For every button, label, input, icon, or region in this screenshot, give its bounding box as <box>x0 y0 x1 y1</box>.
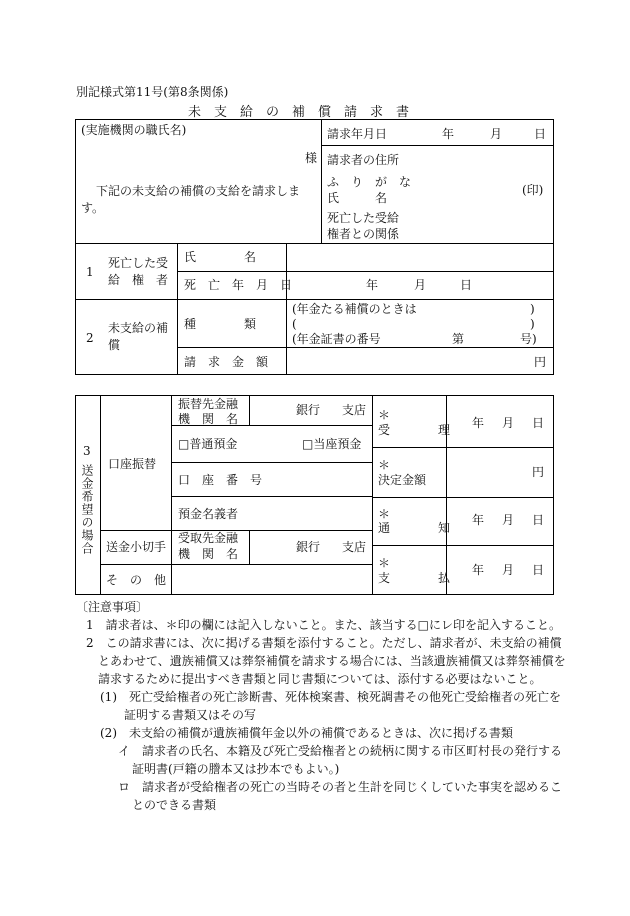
section3-number: 3 <box>83 444 91 458</box>
recv-bank-label-line1: 受取先金融 <box>178 531 239 545</box>
request-text-line1: 下記の未支給の補償の支給を請求しま <box>96 184 301 198</box>
section1-number: 1 <box>86 265 94 279</box>
request-day: 日 <box>534 127 547 141</box>
address-label: 請求者の住所 <box>327 153 400 167</box>
notice-star: ＊ <box>378 507 391 521</box>
claimant-name-label: 氏 名 <box>327 191 388 205</box>
note-2: 2 この請求書には、次に掲げる書類を添付すること。ただし、請求者が、未支給の補償とあわせて、遺族補償又は葬祭補償を請求する場合には、当該遺族補償又は葬祭補償を請求するために提出すべき書類と同じ書類については、添付する必要はないこと。 <box>86 636 566 686</box>
note-1: 1 請求者は、＊印の欄には記入しないこと。また、該当する□にレ印を記入すること。 <box>86 618 561 632</box>
compensation-type-label: 種 類 <box>184 317 257 331</box>
pension-note-open: (年金たる補償のときは <box>292 302 417 316</box>
request-date-label: 請求年月日 <box>327 127 388 141</box>
note-2-2-i: イ 請求者の氏名、本籍及び死亡受給権者との続柄に関する市区町村長の発行する証明書(戸籍の謄本又は抄本でもよい。) <box>118 744 563 776</box>
deceased-name-label: 氏 名 <box>184 250 257 264</box>
receipt-star: ＊ <box>378 408 391 422</box>
current-deposit-checkbox[interactable]: □当座預金 <box>302 437 362 451</box>
cert-dai: 第 <box>452 332 465 346</box>
notice-day: 日 <box>532 513 545 527</box>
request-year: 年 <box>442 127 455 141</box>
section2-label-line2: 償 <box>108 338 121 352</box>
note-2-1: (1) 死亡受給権者の死亡診断書、死体検案書、検死調書その他死亡受給権者の死亡を証明する書類又はその写 <box>100 690 562 722</box>
cert-go: 号) <box>520 332 537 346</box>
request-text-line2: す。 <box>81 201 105 215</box>
transfer-branch-suffix: 支店 <box>342 403 367 417</box>
payment-month: 月 <box>502 563 515 577</box>
section1-label-line2: 給 権 者 <box>108 273 169 287</box>
death-day: 日 <box>460 278 473 292</box>
decision-amount-yen: 円 <box>532 465 545 479</box>
death-year: 年 <box>366 278 379 292</box>
relation-label-line1: 死亡した受給 <box>327 211 400 225</box>
notes-title: 〔注意事項〕 <box>76 600 149 614</box>
cert-number-label: (年金証書の番号 <box>292 332 381 346</box>
relation-label-line2: 権者との関係 <box>327 227 400 241</box>
recv-bank-suffix: 銀行 <box>296 540 321 554</box>
seal-mark: (印) <box>522 183 544 197</box>
section2-label-line1: 未支給の補 <box>108 321 169 335</box>
transfer-bank-label-line2: 機 関 名 <box>178 412 239 426</box>
note-2-2-ro: ロ 請求者が受給権者の死亡の当時その者と生計を同じくしていた事実を認めることのできる書類 <box>118 780 563 812</box>
transfer-bank-suffix: 銀行 <box>296 403 321 417</box>
remittance-check-label: 送金小切手 <box>106 540 167 554</box>
receipt-year: 年 <box>472 416 485 430</box>
section1-label-line1: 死亡した受 <box>108 256 169 270</box>
account-transfer-label: 口座振替 <box>108 457 157 471</box>
death-date-label: 死 亡 年 月 日 <box>184 278 293 292</box>
form-number: 別記様式第11号(第8条関係) <box>76 85 229 99</box>
request-month: 月 <box>490 127 503 141</box>
decision-star: ＊ <box>378 458 391 472</box>
section3-vertical-label: 送金希望の場合 <box>80 464 94 555</box>
notice-label: 通 知 <box>378 521 451 535</box>
recv-branch-suffix: 支店 <box>342 540 367 554</box>
type-paren-close: ) <box>530 317 535 331</box>
institution-label: (実施機関の職氏名) <box>81 123 187 137</box>
decision-amount-label: 決定金額 <box>378 473 427 487</box>
type-paren-open: ( <box>292 317 297 331</box>
claim-amount-yen: 円 <box>534 355 547 369</box>
ordinary-deposit-checkbox[interactable]: □普通預金 <box>178 437 238 451</box>
other-label: そ の 他 <box>106 573 167 587</box>
form-title: 未 支 給 の 補 償 請 求 書 <box>188 105 410 120</box>
section2-number: 2 <box>86 331 94 345</box>
notice-month: 月 <box>502 513 515 527</box>
death-month: 月 <box>414 278 427 292</box>
note-2-2: (2) 未支給の補償が遺族補償年金以外の補償であるときは、次に掲げる書類 <box>100 726 514 740</box>
furigana-label: ふ り が な <box>327 175 412 189</box>
payment-star: ＊ <box>378 556 391 570</box>
recv-bank-label-line2: 機 関 名 <box>178 547 239 561</box>
account-holder-label: 預金名義者 <box>178 507 239 521</box>
transfer-bank-label-line1: 振替先金融 <box>178 397 239 411</box>
receipt-month: 月 <box>502 416 515 430</box>
payment-day: 日 <box>532 563 545 577</box>
claim-amount-label: 請 求 金 額 <box>184 355 269 369</box>
notice-year: 年 <box>472 513 485 527</box>
pension-note-close: ) <box>530 302 535 316</box>
sama-label: 様 <box>305 151 318 165</box>
account-number-label: 口 座 番 号 <box>178 473 263 487</box>
receipt-day: 日 <box>532 416 545 430</box>
notes-section <box>76 598 566 814</box>
receipt-label: 受 理 <box>378 423 451 437</box>
payment-label: 支 払 <box>378 571 451 585</box>
payment-year: 年 <box>472 563 485 577</box>
